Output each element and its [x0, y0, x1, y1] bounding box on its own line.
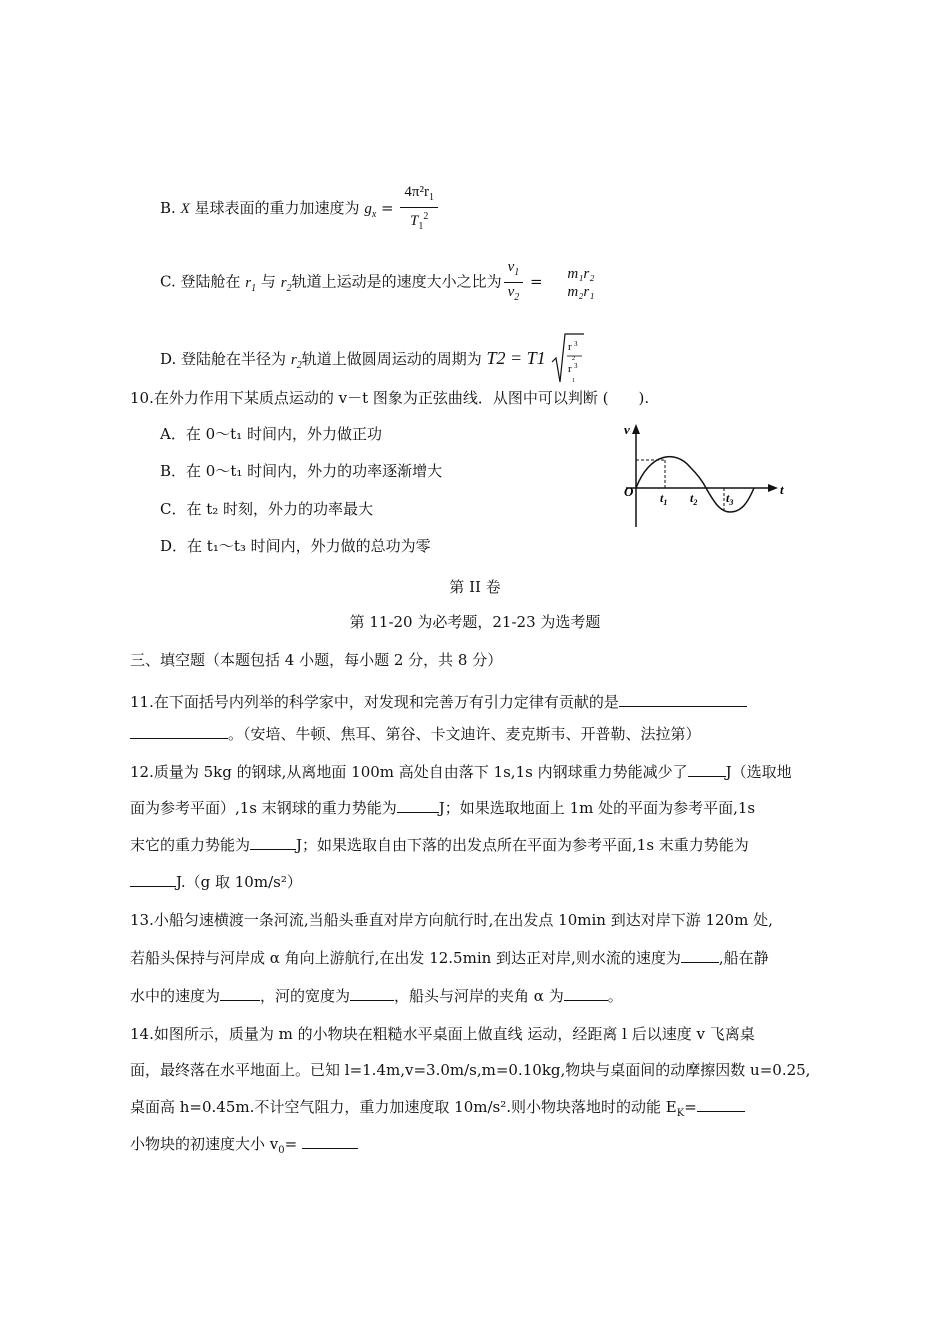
- answer-blank[interactable]: [688, 762, 726, 777]
- q9-option-b: B. X 星球表面的重力加速度为 $g_x$ = $\frac{4\pi^2r_1}{T_1^2}$: [160, 183, 440, 236]
- period-formula: T2 = T1: [486, 348, 546, 368]
- option-label: C．: [160, 500, 187, 518]
- v-axis-label: v: [624, 422, 630, 437]
- vt-graph: [620, 422, 790, 532]
- q12-line3: [130, 835, 749, 855]
- option-text: 轨道上运动是的速度大小之比为: [291, 272, 502, 291]
- option-label: C.: [160, 272, 176, 291]
- answer-blank[interactable]: [681, 948, 719, 963]
- q13-text: ，河的宽度为: [260, 987, 351, 1005]
- q10-option-b: [160, 461, 442, 481]
- q11-text: 11.在下面括号内列举的科学家中，对发现和完善万有引力定律有贡献的是: [130, 693, 619, 711]
- svg-text:3: 3: [574, 362, 578, 370]
- svg-text:1: 1: [572, 378, 576, 384]
- r2: $r_2$: [280, 274, 292, 294]
- q12-text: J.（g 取 10m/s²）: [176, 873, 302, 891]
- origin-label: O: [624, 484, 634, 499]
- q10-option-a: [160, 424, 382, 444]
- option-label: B.: [160, 199, 176, 217]
- r1: $r_1$: [245, 274, 257, 294]
- t3-label: $t_3$: [726, 491, 734, 507]
- option-text: 在 t₂ 时刻，外力的功率最大: [186, 500, 374, 518]
- option-text: 登陆舱在半径为: [181, 350, 287, 368]
- q12-line4: [130, 872, 302, 892]
- t1-label: $t_1$: [660, 491, 668, 507]
- option-text: 在 0～t₁ 时间内，外力做正功: [185, 425, 382, 443]
- q13-text: 水中的速度为: [130, 987, 221, 1005]
- q13-text: 若船头保持与河岸成 α 角向上游航行,在出发 12.5min 到达正对岸,则水流的速度为: [130, 949, 681, 967]
- q13-text: ,船在静: [718, 949, 769, 967]
- q14-line1: 14.如图所示，质量为 m 的小物块在粗糙水平桌面上做直线 运动，经距离 l 后以速度 v 飞离桌: [130, 1025, 755, 1043]
- fill-in-heading: 三、填空题（本题包括 4 小题，每小题 2 分，共 8 分）: [130, 651, 503, 669]
- answer-blank[interactable]: [564, 986, 608, 1001]
- q14-text: 桌面高 h=0.45m.不计空气阻力，重力加速度取 10m/s².则小物块落地时的动能 E: [130, 1098, 677, 1116]
- answer-blank[interactable]: [619, 692, 747, 707]
- q12-text: J；如果选取自由下落的出发点所在平面为参考平面,1s 末重力势能为: [296, 836, 749, 854]
- subscript: 0: [278, 1145, 285, 1156]
- option-label: A．: [160, 425, 186, 443]
- svg-text:r: r: [568, 363, 573, 375]
- answer-blank[interactable]: [302, 1134, 358, 1149]
- q12-text: J（选取地: [725, 763, 792, 781]
- q14-line3: [130, 1097, 745, 1124]
- q14-text: =: [684, 1098, 697, 1116]
- sqrt-icon: [550, 330, 584, 390]
- t-axis-label: t: [780, 482, 784, 497]
- option-text: 在 0～t₁ 时间内，外力的功率逐渐增大: [186, 462, 443, 480]
- q13-text: ，船头与河岸的夹角 α 为: [394, 987, 564, 1005]
- r2: $r_2$: [290, 352, 302, 371]
- q13-line1: 13.小船匀速横渡一条河流,当船头垂直对岸方向航行时,在出发点 10min 到达对岸下游 120m 处,: [130, 911, 773, 929]
- q14-line4: [130, 1134, 358, 1161]
- var-x: X: [180, 201, 190, 217]
- q13-line3: [130, 986, 623, 1006]
- answer-blank[interactable]: [350, 986, 394, 1001]
- q14-line2: 面，最终落在水平地面上。已知 l=1.4m,v=3.0m/s,m=0.10kg,物块与桌面间的动摩擦因数 u=0.25,: [130, 1061, 811, 1079]
- svg-text:2: 2: [572, 356, 576, 362]
- t2-label: $t_2$: [690, 491, 698, 507]
- formula-b: $\frac{4\pi^2r_1}{T_1^2}$: [400, 183, 438, 236]
- option-text: 轨道上做圆周运动的周期为: [301, 350, 482, 368]
- option-text: 登陆舱在: [180, 272, 241, 291]
- q12-line2: [130, 798, 755, 818]
- q12-text: 末它的重力势能为: [130, 836, 251, 854]
- q14-text: 小物块的初速度大小 v: [130, 1135, 279, 1153]
- q13-text: 。: [607, 987, 623, 1005]
- formula-num: 4π²r: [404, 184, 429, 200]
- svg-text:3: 3: [574, 340, 578, 348]
- answer-blank[interactable]: [220, 986, 260, 1001]
- q11-line1: [130, 692, 747, 712]
- q10-option-d: [160, 536, 431, 556]
- svg-text:r: r: [568, 341, 573, 353]
- option-text: 在 t₁～t₃ 时间内，外力做的总功为零: [187, 537, 431, 555]
- q9-option-c: C. 登陆舱在 $r_1$ 与 $r_2$轨道上运动是的速度大小之比为 $\frac{v_1}{v_2}$ = m₁r₂ m₂r₁: [160, 258, 600, 307]
- q13-line2: [130, 948, 769, 968]
- ratio-m: m₁r₂ m₂r₁: [567, 265, 595, 300]
- answer-blank[interactable]: [130, 872, 176, 887]
- answer-blank[interactable]: [250, 835, 296, 850]
- section-subtitle: 第 11-20 为必考题，21-23 为选考题: [349, 613, 601, 631]
- ratio-v: $\frac{v_1}{v_2}$: [504, 258, 524, 307]
- option-label: B．: [160, 462, 187, 480]
- q12-text: 12.质量为 5kg 的钢球,从离地面 100m 高处自由落下 1s,1s 内钢球重力势能减少了: [130, 763, 688, 781]
- formula-den: T: [410, 213, 419, 229]
- g-x: $g_x$: [364, 201, 377, 220]
- q12-text: 面为参考平面）,1s 末钢球的重力势能为: [130, 799, 397, 817]
- section-title: 第 II 卷: [449, 578, 501, 596]
- q12-text: J；如果选取地面上 1m 处的平面为参考平面,1s: [438, 799, 756, 817]
- q11-text: 。（安培、牛顿、焦耳、第谷、卡文迪许、麦克斯韦、开普勒、法拉第）: [228, 725, 701, 743]
- q12-line1: [130, 762, 792, 782]
- answer-blank[interactable]: [697, 1097, 745, 1112]
- option-label: D.: [160, 350, 177, 368]
- answer-blank[interactable]: [397, 798, 439, 813]
- q14-text: =: [284, 1135, 298, 1153]
- q10-option-c: [160, 499, 373, 519]
- answer-blank[interactable]: [130, 724, 228, 739]
- subscript: K: [676, 1108, 685, 1119]
- q10-stem: 10.在外力作用下某质点运动的 v－t 图象为正弦曲线．从图中可以判断 ( ).: [130, 389, 650, 407]
- q9-option-d: [160, 330, 584, 390]
- option-text: 星球表面的重力加速度为: [194, 199, 360, 217]
- option-label: D．: [160, 537, 188, 555]
- q11-line2: [130, 724, 701, 744]
- option-text: 与: [260, 272, 276, 291]
